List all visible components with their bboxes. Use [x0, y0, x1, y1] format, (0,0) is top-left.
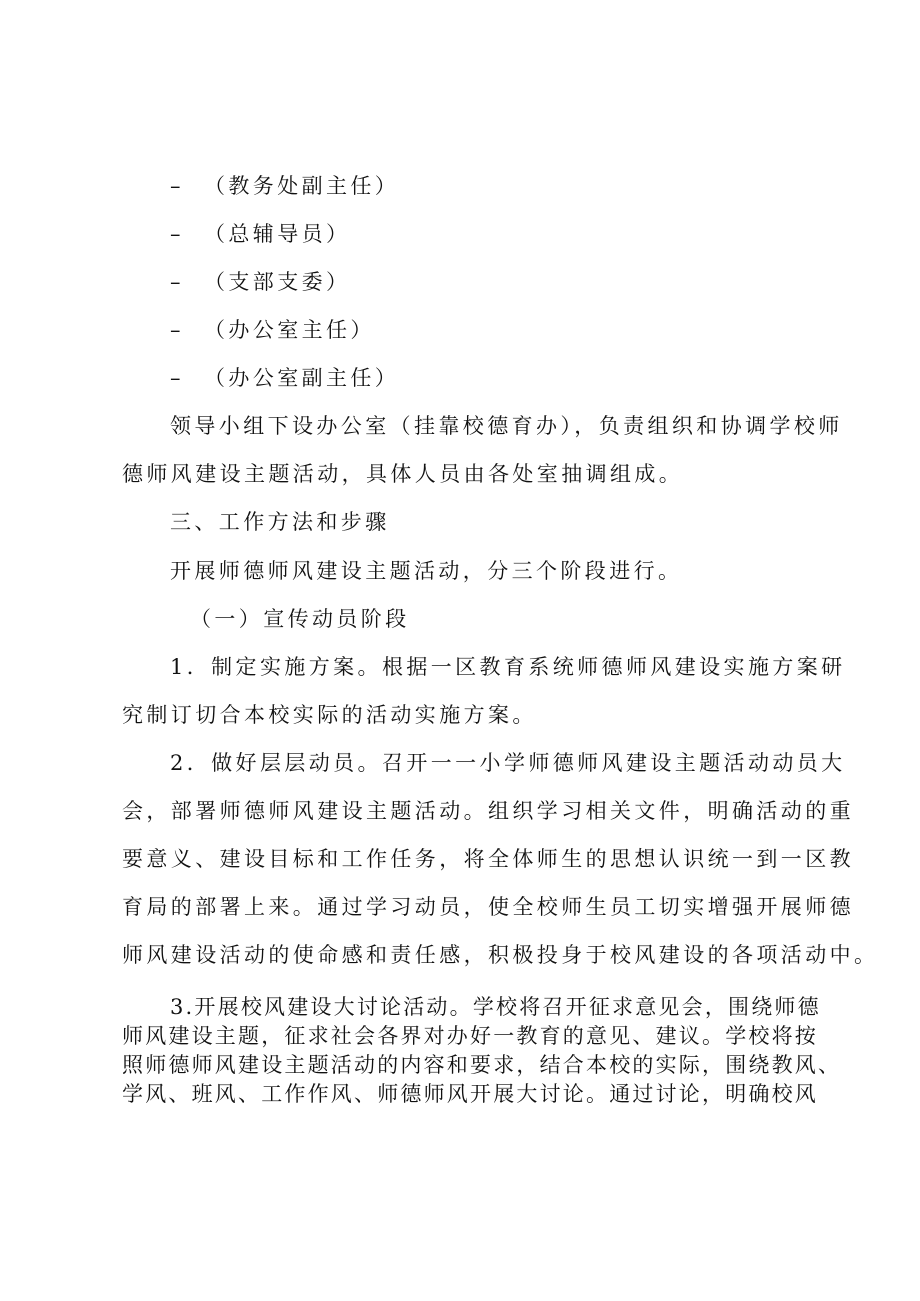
- item3-line-2: 师风建设主题，征求社会各界对办好一教育的意见、建议。学校将按: [122, 1024, 818, 1048]
- stage-heading: （一）宣传动员阶段: [190, 607, 410, 631]
- item3-line-3: 照师德师风建设主题活动的内容和要求，结合本校的实际，围绕教风、: [122, 1053, 842, 1077]
- office-para-line-1: 领导小组下设办公室（挂靠校德育办），负责组织和协调学校师: [170, 414, 843, 438]
- member-role-5: [170, 364, 399, 392]
- section-heading: 三、工作方法和步骤: [170, 510, 390, 534]
- role-label: （办公室主任）: [204, 318, 375, 342]
- role-label: （办公室副主任）: [204, 366, 400, 390]
- item2-line-1: 2．做好层层动员。召开一一小学师德师风建设主题活动动员大: [170, 751, 846, 775]
- list-dash: –: [170, 174, 184, 198]
- list-dash: –: [170, 318, 184, 342]
- item3-line-4: 学风、班风、工作作风、师德师风开展大讨论。通过讨论，明确校风: [122, 1082, 818, 1106]
- item2-line-5: 师风建设活动的使命感和责任感，积极投身于校风建设的各项活动中。: [122, 943, 879, 967]
- role-label: （教务处副主任）: [204, 174, 400, 198]
- item1-line-1: 1．制定实施方案。根据一区教育系统师德师风建设实施方案研: [170, 655, 846, 679]
- item2-line-4: 育局的部署上来。通过学习动员，使全校师生员工切实增强开展师德: [122, 895, 854, 919]
- item2-line-3: 要意义、建设目标和工作任务，将全体师生的思想认识统一到一区教: [122, 847, 854, 871]
- office-para-line-2: 德师风建设主题活动，具体人员由各处室抽调组成。: [122, 462, 684, 486]
- list-dash: –: [170, 222, 184, 246]
- item2-line-2: 会，部署师德师风建设主题活动。组织学习相关文件，明确活动的重: [122, 799, 854, 823]
- member-role-4: [170, 316, 375, 344]
- item1-line-2: 究制订切合本校实际的活动实施方案。: [122, 703, 537, 727]
- member-role-1: [170, 172, 399, 200]
- role-label: （总辅导员）: [204, 222, 351, 246]
- role-label: （支部支委）: [204, 270, 351, 294]
- list-dash: –: [170, 366, 184, 390]
- list-dash: –: [170, 270, 184, 294]
- member-role-2: [170, 220, 350, 248]
- section-intro: 开展师德师风建设主题活动，分三个阶段进行。: [170, 559, 683, 583]
- item3-line-1: 3.开展校风建设大讨论活动。学校将召开征求意见会，围绕师德: [170, 995, 821, 1019]
- member-role-3: [170, 268, 350, 296]
